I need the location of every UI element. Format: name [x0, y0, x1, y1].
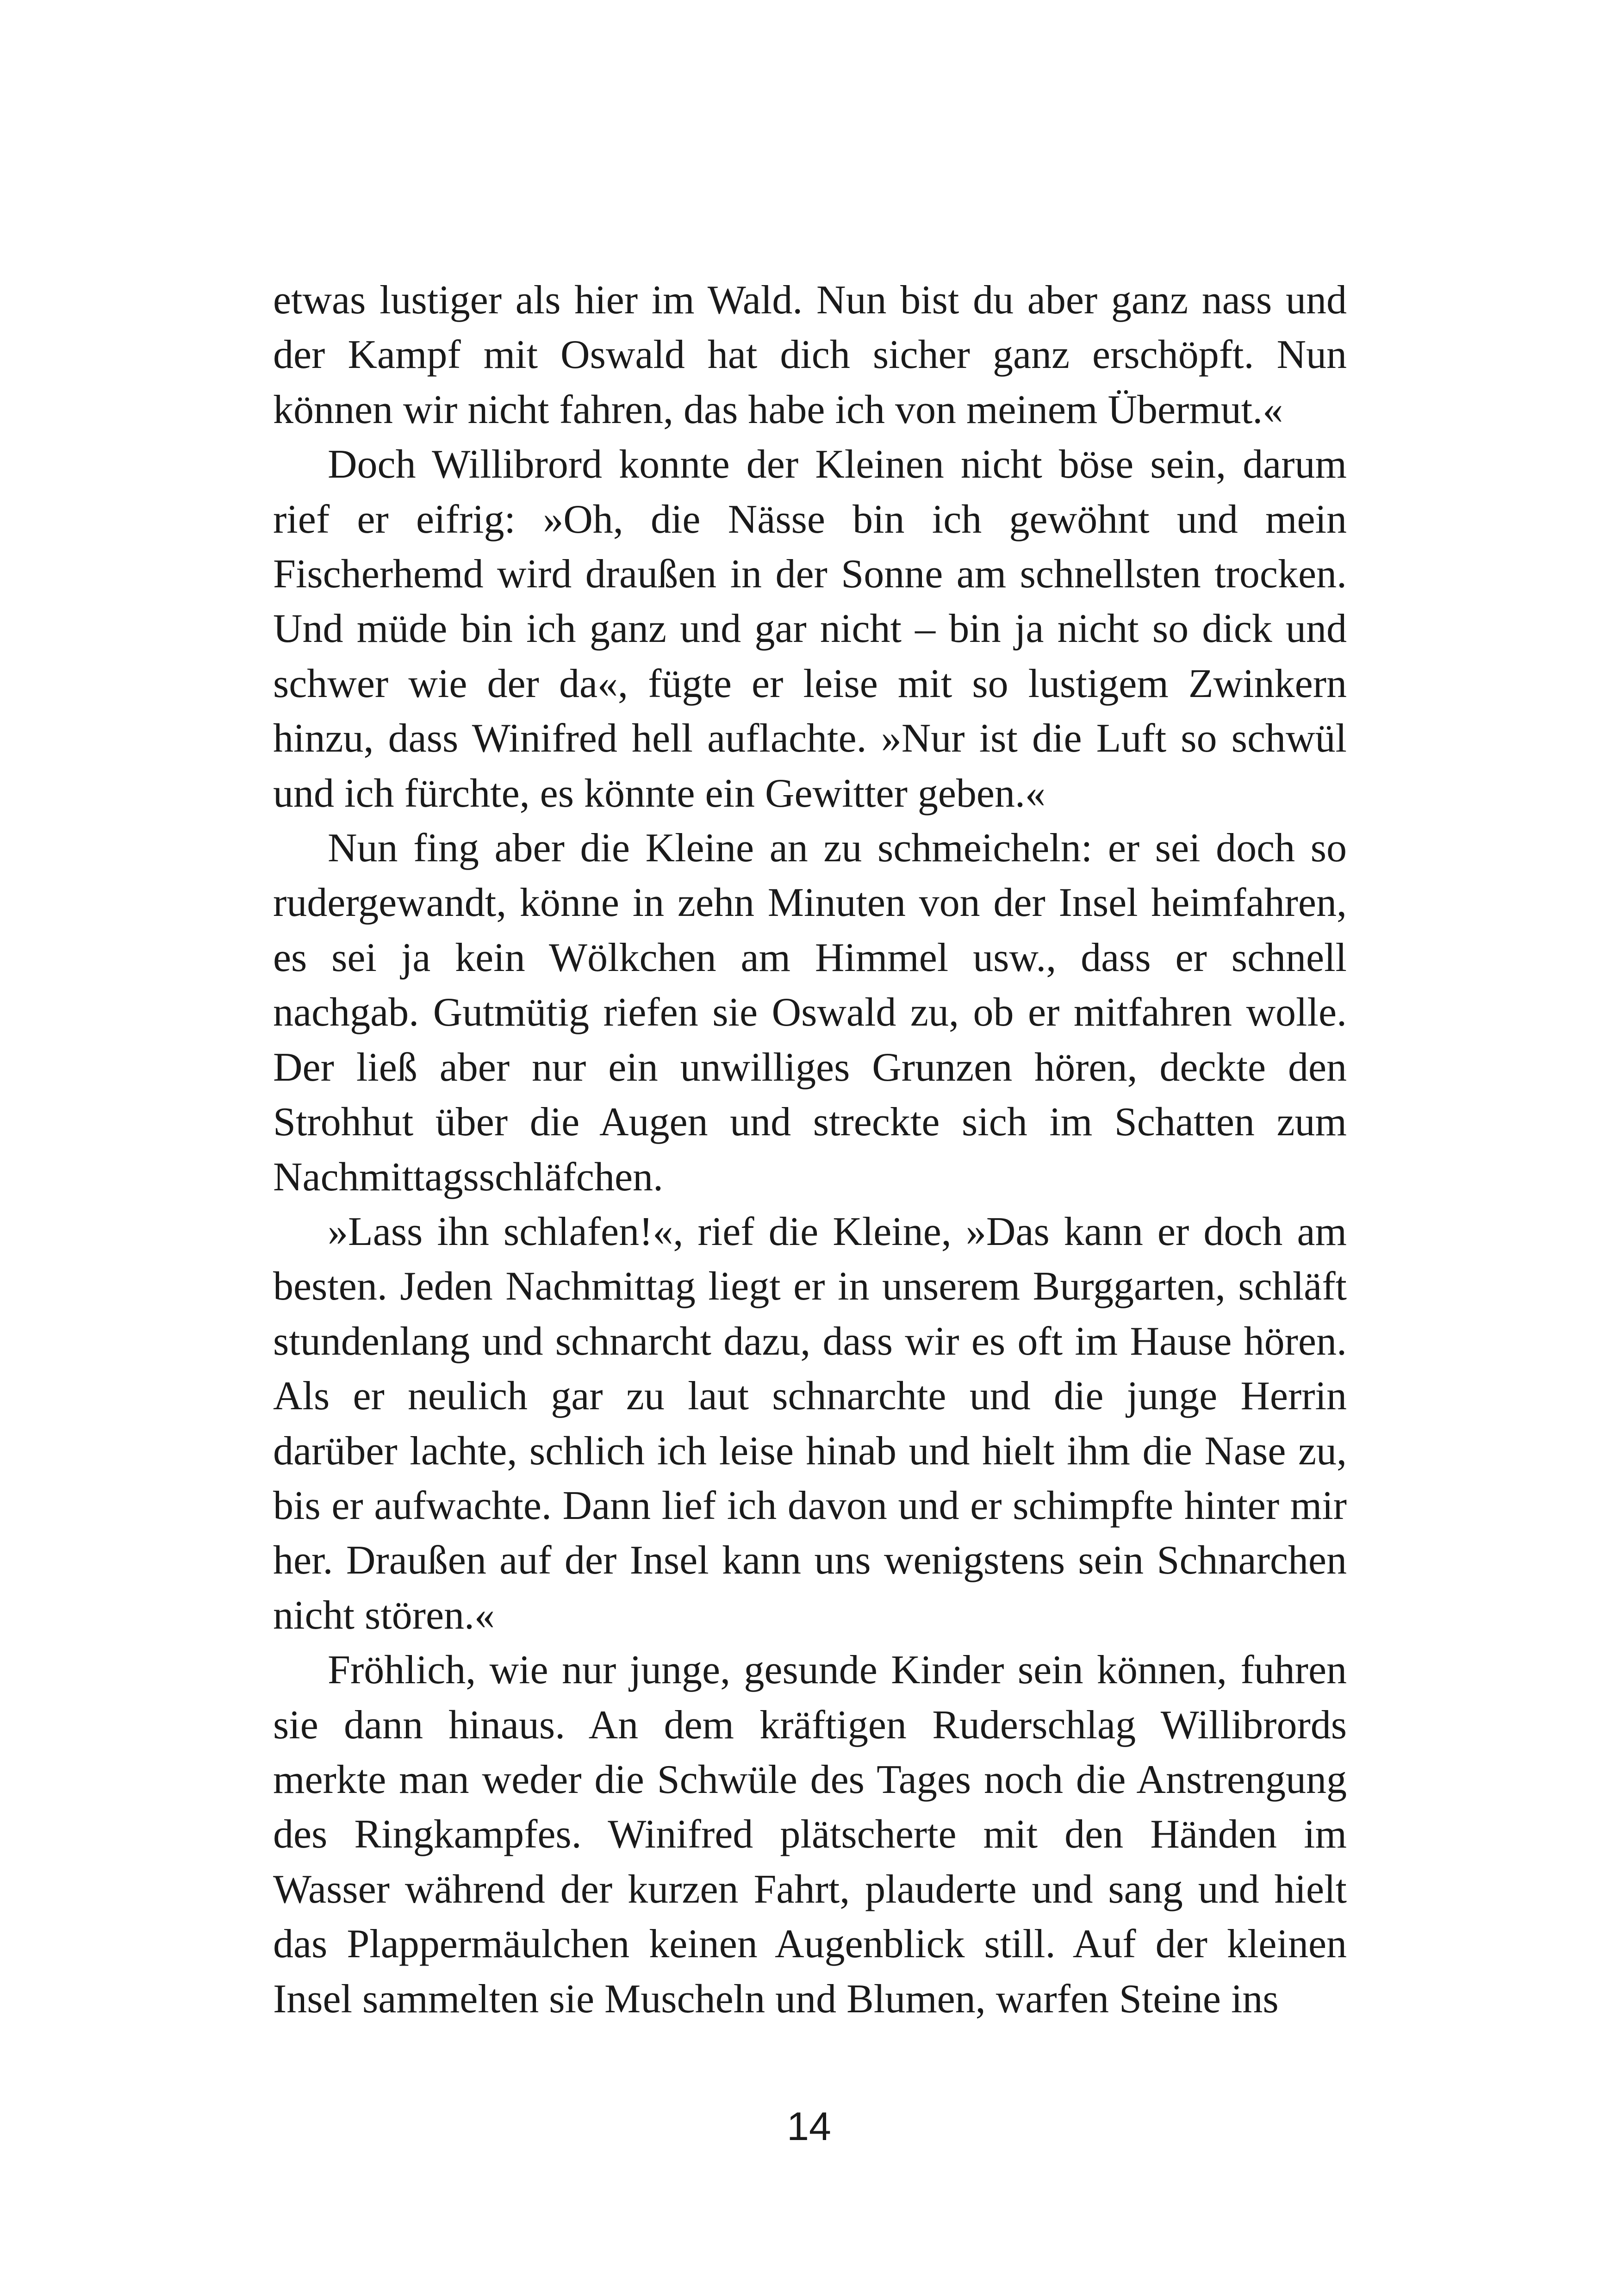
page-number: 14: [787, 2104, 831, 2149]
paragraph-1: etwas lustiger als hier im Wald. Nun bist du aber ganz nass und der Kampf mit Oswald hat dich sicher ganz erschöpft. Nun können wir nicht fahren, das habe ich von meinem Übermut.«: [273, 278, 1347, 432]
paragraph-4: »Lass ihn schlafen!«, rief die Kleine, »Das kann er doch am besten. Jeden Nachmittag liegt er in unserem Burggarten, schläft stundenlang und schnarcht dazu, dass wir es oft im Hause hören. Als er neulich gar zu laut schnarchte und die junge Herrin darüber lachte, schlich ich leise hinab und hielt ihm die Nase zu, bis er aufwachte. Dann lief ich davon und er schimpfte hinter mir her. Draußen auf der Insel kann uns wenigstens sein Schnarchen nicht stören.«: [273, 1209, 1347, 1638]
paragraph-5: Fröhlich, wie nur junge, gesunde Kinder sein können, fuhren sie dann hinaus. An dem kräftigen Ruderschlag Willibrords merkte man weder die Schwüle des Tages noch die Anstrengung des Ringkampfes. Winifred plätscherte mit den Händen im Wasser während der kurzen Fahrt, plauderte und sang und hielt das Plappermäulchen keinen Augenblick still. Auf der kleinen Insel sammelten sie Muscheln und Blumen, warfen Steine ins: [273, 1648, 1347, 2022]
paragraph-2: Doch Willibrord konnte der Kleinen nicht böse sein, darum rief er eifrig: »Oh, die Nässe bin ich gewöhnt und mein Fischerhemd wird draußen in der Sonne am schnellsten trocken. Und müde bin ich ganz und gar nicht – bin ja nicht so dick und schwer wie der da«, fügte er leise mit so lustigem Zwinkern hinzu, dass Winifred hell auflachte. »Nur ist die Luft so schwül und ich fürchte, es könnte ein Gewitter geben.«: [273, 442, 1347, 816]
page-body: [273, 273, 1347, 2027]
paragraph-3: Nun fing aber die Kleine an zu schmeicheln: er sei doch so rudergewandt, könne in zehn Minuten von der Insel heimfahren, es sei ja kein Wölkchen am Himmel usw., dass er schnell nachgab. Gutmütig riefen sie Oswald zu, ob er mitfahren wolle. Der ließ aber nur ein unwilliges Grunzen hören, deckte den Strohhut über die Augen und streckte sich im Schatten zum Nachmittagsschläfchen.: [273, 826, 1347, 1200]
